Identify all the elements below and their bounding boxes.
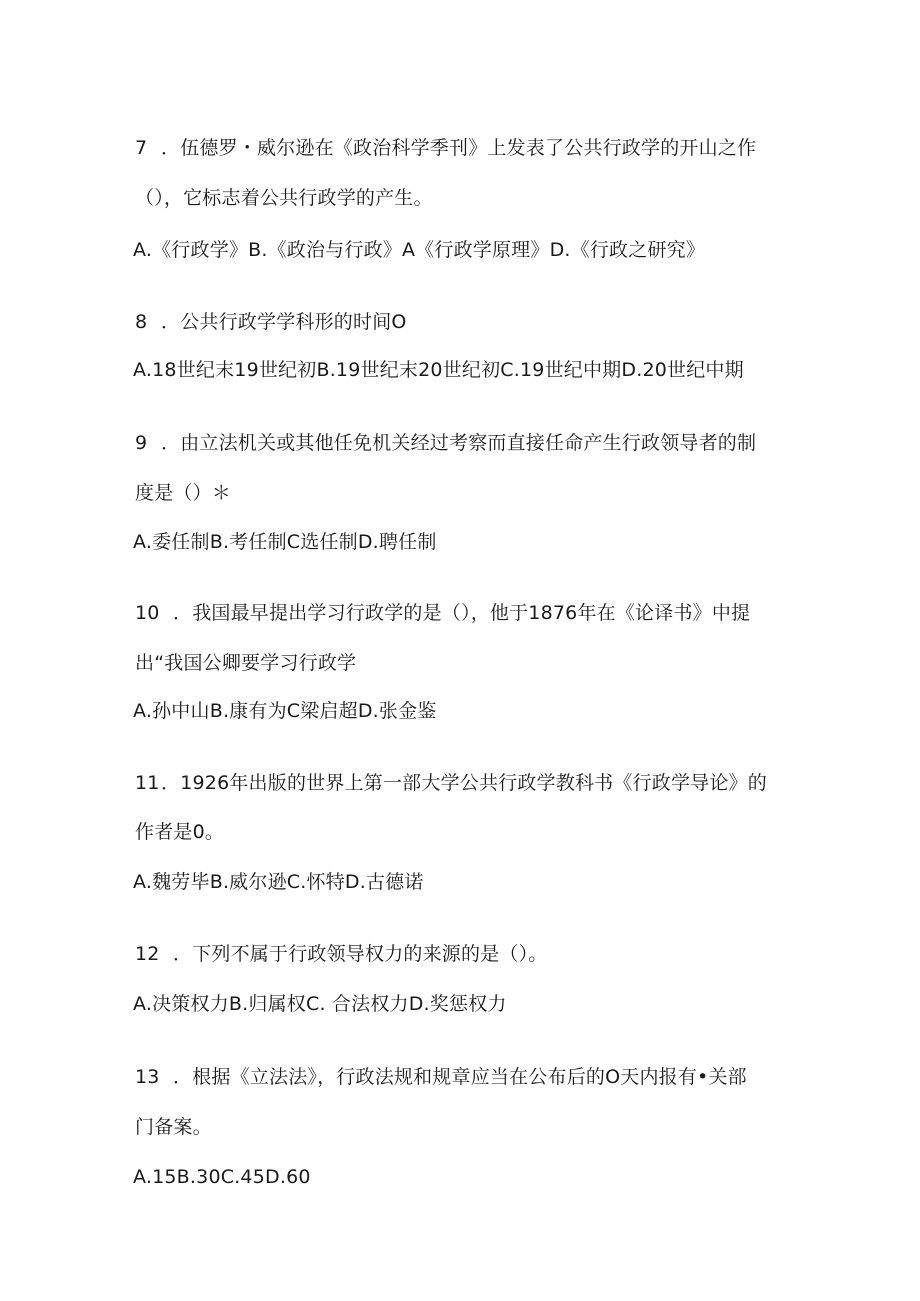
question-7-stem [135, 136, 756, 160]
question-11-stem-continued: 作者是0。 [135, 821, 225, 843]
question-10-options: A.孙中山B.康有为C梁启超D.张金鉴 [133, 700, 437, 722]
question-9-stem [135, 431, 756, 455]
question-12-options: A.决策权力B.归属权C. 合法权力D.奖惩权力 [133, 993, 507, 1015]
question-10-stem [135, 601, 750, 625]
question-text: ．根据《立法法》，行政法规和规章应当在公布后的O天内报有•关部 [173, 1066, 747, 1088]
question-10-stem-continued: 出“我国公卿要学习行政学 [135, 652, 357, 674]
question-number: 10 [135, 602, 160, 624]
question-11-options: A.魏劳毕B.威尔逊C.怀特D.古德诺 [133, 871, 424, 893]
question-13-stem [135, 1065, 747, 1089]
question-text: ．公共行政学学科形的时间O [161, 311, 407, 333]
question-text: ．伍德罗・威尔逊在《政治科学季刊》上发表了公共行政学的开山之作 [161, 137, 757, 159]
question-8-stem [135, 310, 407, 334]
question-text: ．下列不属于行政领导权力的来源的是（）。 [173, 943, 548, 965]
question-number: 12 [135, 943, 160, 965]
question-number: 13 [135, 1066, 160, 1088]
question-7-stem-continued: （），它标志着公共行政学的产生。 [135, 187, 433, 209]
question-text: ．1926年出版的世界上第一部大学公共行政学教科书《行政学导论》的 [161, 772, 767, 794]
question-number: 8 [135, 311, 148, 333]
question-7-options: A.《行政学》B.《政治与行政》A《行政学原理》D.《行政之研究》 [133, 239, 706, 261]
question-13-options: A.15B.30C.45D.60 [133, 1166, 311, 1188]
question-number: 9 [135, 432, 148, 454]
question-number: 7 [135, 137, 148, 159]
question-8-options: A.18世纪末19世纪初B.19世纪末20世纪初C.19世纪中期D.20世纪中期 [133, 359, 744, 381]
question-9-options: A.委任制B.考任制C选任制D.聘任制 [133, 531, 437, 553]
question-number: 11 [135, 772, 160, 794]
question-9-stem-continued: 度是（）＊ [135, 482, 232, 504]
question-13-stem-continued: 门备案。 [135, 1116, 212, 1138]
question-text: ．我国最早提出学习行政学的是（），他于1876年在《论译书》中提 [173, 602, 751, 624]
question-12-stem [135, 942, 548, 966]
question-11-stem [135, 771, 767, 795]
question-text: ．由立法机关或其他任免机关经过考察而直接任命产生行政领导者的制 [161, 432, 757, 454]
